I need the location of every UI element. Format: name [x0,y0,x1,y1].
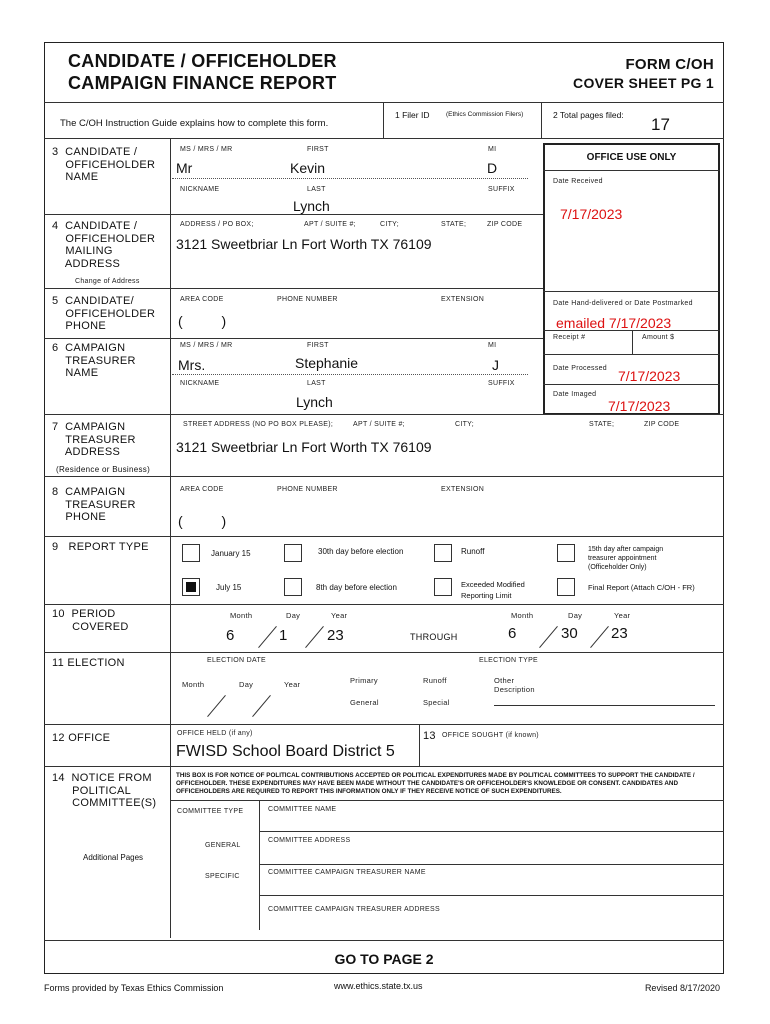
election-day-label: Day [239,680,254,689]
filer-id-note: (Ethics Commission Filers) [446,111,524,118]
s3-suffix-label: SUFFIX [488,186,515,193]
section3-label: 3 CANDIDATE / OFFICEHOLDER NAME [52,146,156,183]
checkbox-8th-day[interactable] [284,578,302,596]
s10-to-year-label: Year [614,611,631,620]
label-runoff: Runoff [461,547,485,556]
footer-revised: Revised 8/17/2020 [644,983,720,993]
pages-label: 2 Total pages filed: [553,110,624,120]
checkbox-30th-day[interactable] [284,544,302,562]
imaged-value: 7/17/2023 [608,398,671,414]
s4-apt-label: APT / SUITE #; [304,221,356,228]
s10-to-day[interactable]: 30 [561,625,578,642]
s7-state-label: STATE; [589,421,615,428]
s7-street-label: STREET ADDRESS (NO PO BOX PLEASE); [183,421,334,428]
residence-note: (Residence or Business) [56,465,151,474]
label-8th-day: 8th day before election [316,583,397,592]
s6-ms-value[interactable]: Mrs. [178,357,206,373]
footer-provided: Forms provided by Texas Ethics Commission [44,983,224,993]
section11-label: 11 ELECTION [52,657,125,669]
pages-value[interactable]: 17 [651,115,670,134]
notice-text: THIS BOX IS FOR NOTICE OF POLITICAL CONTRIBUTIONS ACCEPTED OR POLITICAL EXPENDITURES MADE BY POLITICAL COMMITTEES TO SUPPORT THE CANDIDATE / OFFICEHOLDER. THESE EXPENDITURES MAY HAVE BEEN MADE WITHOUT THE CANDIDATE'S OR OFFICEHOLDER'S KNOWLEDGE OR CONSENT. CANDIDATES AND OFFICEHOLDERS ARE REQUIRED TO REPORT THIS INFORMATION ONLY IF THEY RECEIVE NOTICE OF SUCH EXPENDITURES. [176,772,695,795]
processed-label: Date Processed [553,365,608,372]
amount-label: Amount $ [642,334,675,341]
form-title-line1: CANDIDATE / OFFICEHOLDER [68,51,337,71]
s10-to-day-label: Day [568,611,583,620]
s6-nickname-label: NICKNAME [180,380,220,387]
s3-nickname-label: NICKNAME [180,186,220,193]
s10-from-month[interactable]: 6 [226,627,235,644]
through-label: THROUGH [410,632,458,642]
checkbox-15th-day[interactable] [557,544,575,562]
s7-apt-label: APT / SUITE #; [353,421,405,428]
s8-phone-field[interactable]: ( ) [178,513,227,529]
date-slash-icon [205,695,229,719]
s8-area-label: AREA CODE [180,486,224,493]
s3-mi-value[interactable]: D [487,160,498,176]
additional-pages: Additional Pages [83,853,144,862]
receipt-label: Receipt # [553,334,586,341]
section12-label: 12 OFFICE [52,732,111,744]
s4-city-label: CITY; [380,221,399,228]
label-july-15: July 15 [216,583,242,592]
change-of-address: Change of Address [75,278,140,285]
label-15th-day: 15th day after campaign treasurer appointment (Officeholder Only) [588,546,664,571]
s3-ms-label: MS / MRS / MR [180,146,233,153]
go-to-page-2: GO TO PAGE 2 [334,951,434,967]
date-received-value: 7/17/2023 [560,206,623,222]
form-title-line2: CAMPAIGN FINANCE REPORT [68,73,337,93]
s3-ms-value[interactable]: Mr [176,160,193,176]
date-slash-icon [250,695,274,719]
date-slash-icon [588,626,612,650]
checkbox-runoff[interactable] [434,544,452,562]
office-sought-label: OFFICE SOUGHT (if known) [442,732,539,739]
date-slash-icon [537,626,561,650]
election-runoff[interactable]: Runoff [423,676,447,685]
footer-website[interactable]: www.ethics.state.tx.us [334,981,423,991]
s6-last-label: LAST [307,380,326,387]
s10-from-year[interactable]: 23 [327,627,344,644]
section7-label: 7 CAMPAIGN TREASURER ADDRESS [52,421,136,458]
committee-name-label: COMMITTEE NAME [268,806,337,813]
section4-label: 4 CANDIDATE / OFFICEHOLDER MAILING ADDRESS [52,220,156,270]
s5-phone-label: PHONE NUMBER [277,296,338,303]
election-type-label: ELECTION TYPE [479,657,539,664]
committee-treasurer-address-label: COMMITTEE CAMPAIGN TREASURER ADDRESS [268,906,440,913]
s5-phone-field[interactable]: ( ) [178,313,227,329]
s6-first-value[interactable]: Stephanie [295,355,359,371]
election-primary[interactable]: Primary [350,676,378,685]
imaged-label: Date Imaged [553,391,597,398]
s10-to-month-label: Month [511,611,534,620]
section13-number: 13 [423,730,436,742]
checkbox-final-report[interactable] [557,578,575,596]
s5-area-label: AREA CODE [180,296,224,303]
election-special[interactable]: Special [423,698,450,707]
s7-address-value[interactable]: 3121 Sweetbriar Ln Fort Worth TX 76109 [176,439,432,455]
committee-address-label: COMMITTEE ADDRESS [268,837,351,844]
hand-delivered-label: Date Hand-delivered or Date Postmarked [553,300,693,307]
election-year-label: Year [284,680,301,689]
s8-ext-label: EXTENSION [441,486,485,493]
election-other[interactable]: Other Description [494,676,535,694]
date-received-label: Date Received [553,178,603,185]
section5-label: 5 CANDIDATE/ OFFICEHOLDER PHONE [52,295,156,332]
s4-zip-label: ZIP CODE [487,221,523,228]
s6-first-label: FIRST [307,342,329,349]
s6-mi-value[interactable]: J [492,357,499,373]
processed-value: 7/17/2023 [618,368,681,384]
s5-ext-label: EXTENSION [441,296,485,303]
office-held-label: OFFICE HELD (if any) [177,730,253,737]
s6-mi-label: MI [488,342,497,349]
section14-label: 14 NOTICE FROM POLITICAL COMMITTEE(S) [52,772,157,809]
committee-treasurer-name-label: COMMITTEE CAMPAIGN TREASURER NAME [268,869,426,876]
s10-to-month[interactable]: 6 [508,625,517,642]
s10-to-year[interactable]: 23 [611,625,628,642]
s4-address-label: ADDRESS / PO BOX; [180,221,254,228]
s3-last-label: LAST [307,186,326,193]
office-use-title: OFFICE USE ONLY [586,152,677,163]
s3-mi-label: MI [488,146,497,153]
label-30th-day: 30th day before election [318,547,404,556]
office-held-value[interactable]: FWISD School Board District 5 [176,743,395,760]
s10-from-day[interactable]: 1 [279,627,288,644]
instruction-text: The C/OH Instruction Guide explains how to complete this form. [60,118,329,129]
s8-phone-label: PHONE NUMBER [277,486,338,493]
section6-label: 6 CAMPAIGN TREASURER NAME [52,342,136,379]
filer-id-label: 1 Filer ID [395,110,430,120]
s3-first-label: FIRST [307,146,329,153]
form-id: FORM C/OH [625,56,714,73]
committee-type-label: COMMITTEE TYPE [177,808,244,815]
hand-delivered-value: emailed 7/17/2023 [556,315,672,331]
checkbox-july-15[interactable] [182,578,200,596]
s3-last-value[interactable]: Lynch [293,198,330,214]
section9-label: 9 REPORT TYPE [52,541,149,553]
s6-last-value[interactable]: Lynch [296,394,333,410]
s6-ms-label: MS / MRS / MR [180,342,233,349]
s7-zip-label: ZIP CODE [644,421,680,428]
s10-from-year-label: Year [331,611,348,620]
label-final-report: Final Report (Attach C/OH - FR) [588,583,695,592]
s7-city-label: CITY; [455,421,474,428]
checkbox-january-15[interactable] [182,544,200,562]
label-january-15: January 15 [211,549,251,558]
form-cover-sheet: COVER SHEET PG 1 [573,75,714,91]
checkbox-exceeded[interactable] [434,578,452,596]
date-slash-icon [256,626,280,650]
s10-from-month-label: Month [230,611,253,620]
s6-suffix-label: SUFFIX [488,380,515,387]
label-exceeded: Exceeded Modified Reporting Limit [461,580,525,600]
election-date-label: ELECTION DATE [207,657,267,664]
s10-from-day-label: Day [286,611,301,620]
election-general[interactable]: General [350,698,379,707]
date-slash-icon [303,626,327,650]
s4-address-value[interactable]: 3121 Sweetbriar Ln Fort Worth TX 76109 [176,236,432,252]
s4-state-label: STATE; [441,221,467,228]
committee-specific[interactable]: SPECIFIC [205,873,240,880]
section10-label: 10 PERIOD COVERED [52,608,129,633]
election-month-label: Month [182,680,205,689]
section8-label: 8 CAMPAIGN TREASURER PHONE [52,486,136,523]
committee-general[interactable]: GENERAL [205,842,241,849]
s3-first-value[interactable]: Kevin [290,160,326,176]
